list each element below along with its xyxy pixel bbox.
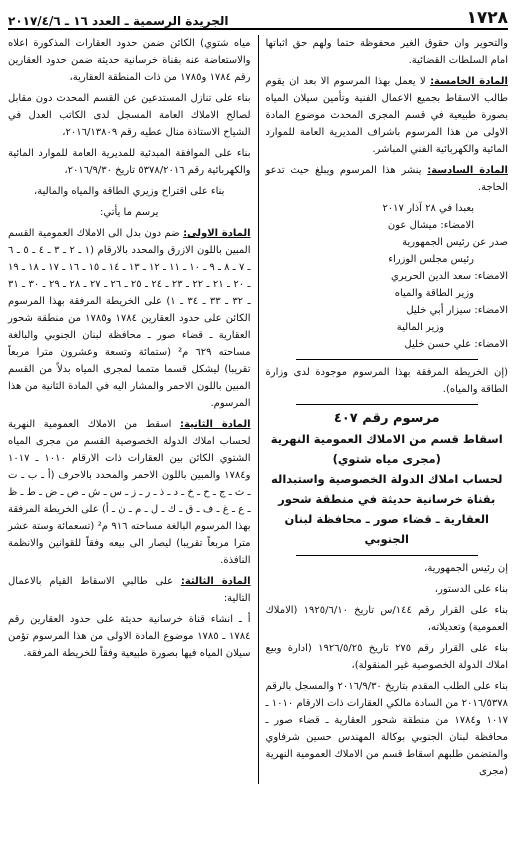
signature-line: بعبدا في ٢٨ آذار ٢٠١٧ bbox=[382, 203, 474, 214]
preamble: إن رئيس الجمهورية، bbox=[424, 563, 508, 574]
signature-line: صدر عن رئيس الجمهورية bbox=[402, 237, 508, 248]
separator bbox=[296, 555, 479, 556]
signature-block bbox=[266, 200, 509, 353]
article-6 bbox=[266, 162, 509, 196]
decree-subject-cont: لحساب املاك الدولة الخصوصية واستبداله بقناة خرسانية حديثة في منطقة شحور العقارية ـ قضاء صور ـ محافظة لبنان الجنوبي bbox=[271, 472, 503, 546]
article-label: المادة الثالثة: bbox=[180, 576, 251, 587]
article-label: المادة الخامسة: bbox=[430, 76, 508, 87]
paragraph: مياه شتوي) الكائن ضمن حدود العقارات المذكورة اعلاه والاستعاضة عنه بقناة خرسانية حديثة ضمن حدود العقارين رقم ١٧٨٤ و١٧٨٥ من ذات المنطقة العقارية، bbox=[8, 38, 251, 83]
article-text: اسقط من الاملاك العمومية النهرية لحساب املاك الدولة الخصوصية القسم من مجرى المياه الشتوي الكائن بين العقارات ذات الارقام ١٠١٠ ـ ١٠١٧ و١٧٨٤ والمبين باللون الاحمر والمحدد بالاحرف (أ ـ ب ـ ت ـ ث ـ ج ـ ح ـ خ ـ د ـ ذ ـ ر ـ ز ـ س ـ ش ـ ص ـ ض ـ ط ـ ظ ـ ع ـ غ ـ ف ـ ق ـ ك ـ ل ـ م ـ ن ـ أ) على الخريطة المرفقة بهذا المرسوم البالغة مساحته ٩١٦ م² (تسعمائة وستة عشر مترا مربعاً تقريبا) ليصار الى بيعه وفقاً للقوانين والانظمة النافذة. bbox=[8, 419, 251, 566]
preamble: بناء على الدستور، bbox=[434, 584, 508, 595]
page-number: ١٧٢٨ bbox=[466, 8, 508, 28]
decree-subject: اسقاط قسم من الاملاك العمومية النهرية (مجرى مياه شتوي) bbox=[270, 432, 503, 466]
signature-line: وزير المالية bbox=[396, 322, 444, 333]
separator bbox=[296, 404, 479, 405]
article-label: المادة الاولى: bbox=[183, 228, 251, 239]
preamble: بناء على القرار رقم ١٤٤/س تاريخ ١٩٢٥/٦/١٠ (الاملاك العمومية) وتعديلاته، bbox=[265, 605, 508, 633]
article-1 bbox=[8, 225, 251, 412]
signature-line: الامضاء: سعد الدين الحريري bbox=[390, 271, 508, 282]
article-text: ضم دون بدل الى الاملاك العمومية القسم المبين باللون الازرق والمحدد بالارقام (١ ـ ٢ ـ ٣ ـ ٤ ـ ٥ ـ ٦ ـ ٧ ـ ٨ ـ ٩ ـ ١٠ ـ ١١ ـ ١٢ ـ ١٣ ـ ١٤ ـ ١٥ ـ ١٦ ـ ١٧ ـ ١٨ ـ ١٩ ـ ٢٠ ـ ٢١ ـ ٢٢ ـ ٢٣ ـ ٢٤ ـ ٢٥ ـ ٢٦ ـ ٢٧ ـ ٢٨ ـ ٢٩ ـ ٣٠ ـ ٣١ ـ ٣٢ ـ ٣٣ ـ ٣٤ ـ ١) على الخريطة المرفقة بهذا المرسوم الكائن على حدود العقارين ١٧٨٤ و١٧٨٥ من منطقة شحور العقارية ـ قضاء صور ـ محافظة لبنان الجنوبي والبالغة مساحته ٦٢٩ م² (ستمائة وتسعة وعشرون مترا مربعاً تقريبا) ليشكل قسما متمما لمجرى المياه بدلاً من القسم المبين باللون الاحمر والمشار اليه في المادة الثانية من هذا المرسوم. bbox=[8, 228, 251, 409]
gazette-title: الجريدة الرسمية ـ العدد ١٦ ـ ٢٠١٧/٤/٦ bbox=[8, 14, 229, 28]
article-2 bbox=[8, 416, 251, 569]
article-5 bbox=[266, 73, 509, 158]
paragraph: بناء على الموافقة المبدئية للمديرية العامة للموارد المائية والكهربائية رقم ٥٣٧٨/٢٠١٦ تاريخ ٢٠١٦/٩/٣٠، bbox=[8, 148, 251, 176]
article-3 bbox=[8, 573, 251, 607]
article-label: المادة الثانية: bbox=[180, 419, 251, 430]
paragraph: بناء على تنازل المستدعين عن القسم المحدث دون مقابل لصالح الاملاك العامة المسجل لدى الكاتب العدل في الشياح الاستاذة منال عطيه رقم ٢٠١٦/١٣٨٠٩، bbox=[8, 93, 251, 138]
left-column bbox=[8, 35, 259, 784]
decree-number: مرسوم رقم ٤٠٧ bbox=[333, 411, 440, 426]
paragraph: والتحوير وان حقوق الغير محفوظة حتما ولهم حق اثباتها امام السلطات القضائية. bbox=[265, 38, 508, 66]
signature-line: وزير الطاقة والمياه bbox=[394, 288, 474, 299]
article-label: المادة السادسة: bbox=[427, 165, 508, 176]
decree-clause: يرسم ما يأتي: bbox=[100, 207, 159, 218]
signature-line: رئيس مجلس الوزراء bbox=[388, 254, 474, 265]
map-note: (إن الخريطة المرفقة بهذا المرسوم موجودة لدى وزارة الطاقة والمياه). bbox=[265, 367, 508, 395]
article-text: ينشر هذا المرسوم ويبلغ حيث تدعو الحاجة. bbox=[265, 165, 508, 193]
article-text: على طالبي الاسقاط القيام بالاعمال التالية: bbox=[8, 576, 251, 604]
separator bbox=[296, 359, 479, 360]
paragraph: بناء على اقتراح وزيري الطاقة والمياه والمالية، bbox=[34, 186, 225, 197]
decree-heading bbox=[266, 409, 509, 549]
columns bbox=[8, 35, 508, 784]
signature-line: الامضاء: ميشال عون bbox=[387, 220, 474, 231]
right-column bbox=[259, 35, 509, 784]
preamble: بناء على القرار رقم ٢٧٥ تاريخ ١٩٢٦/٥/٢٥ (ادارة وبيع املاك الدولة الخصوصية غير المنقولة)، bbox=[265, 643, 508, 671]
article-text: لا يعمل بهذا المرسوم الا بعد ان يقوم طالب الاسقاط بجميع الاعمال الفنية وتأمين سيلان المياه بصورة طبيعية في قسم المجرى المحدث موضوع المادة الاولى من هذا المرسوم باشراف المديرية العامة للموارد المائية والكهربائية الفني المباشر. bbox=[265, 76, 508, 155]
article-3-item: أ ـ انشاء قناة خرسانية حديثة على حدود العقارين رقم ١٧٨٤ ـ ١٧٨٥ موضوع المادة الاولى من هذا المرسوم تؤمن سيلان المياه فيها بصورة طبيعية وفقاً للخريطة المرفقة. bbox=[8, 614, 251, 659]
preamble: بناء على الطلب المقدم بتاريخ ٢٠١٦/٩/٣٠ والمسجل بالرقم ٢٠١٦/٥٣٧٨ من السادة مالكي العقارات ذات الارقام ١٠١٠ ـ ١٠١٧ و١٧٨٤ من منطقة شحور العقارية ـ قضاء صور ـ محافظة لبنان الجنوبي بوكالة المهندس حسين شرفاوي والمتضمن طلبهم اسقاط قسم من الاملاك العمومية النهرية (مجرى bbox=[265, 681, 509, 777]
signature-line: الامضاء: سيزار أبي خليل bbox=[406, 305, 508, 316]
signature-line: الامضاء: علي حسن خليل bbox=[404, 339, 508, 350]
page-header bbox=[8, 4, 508, 30]
